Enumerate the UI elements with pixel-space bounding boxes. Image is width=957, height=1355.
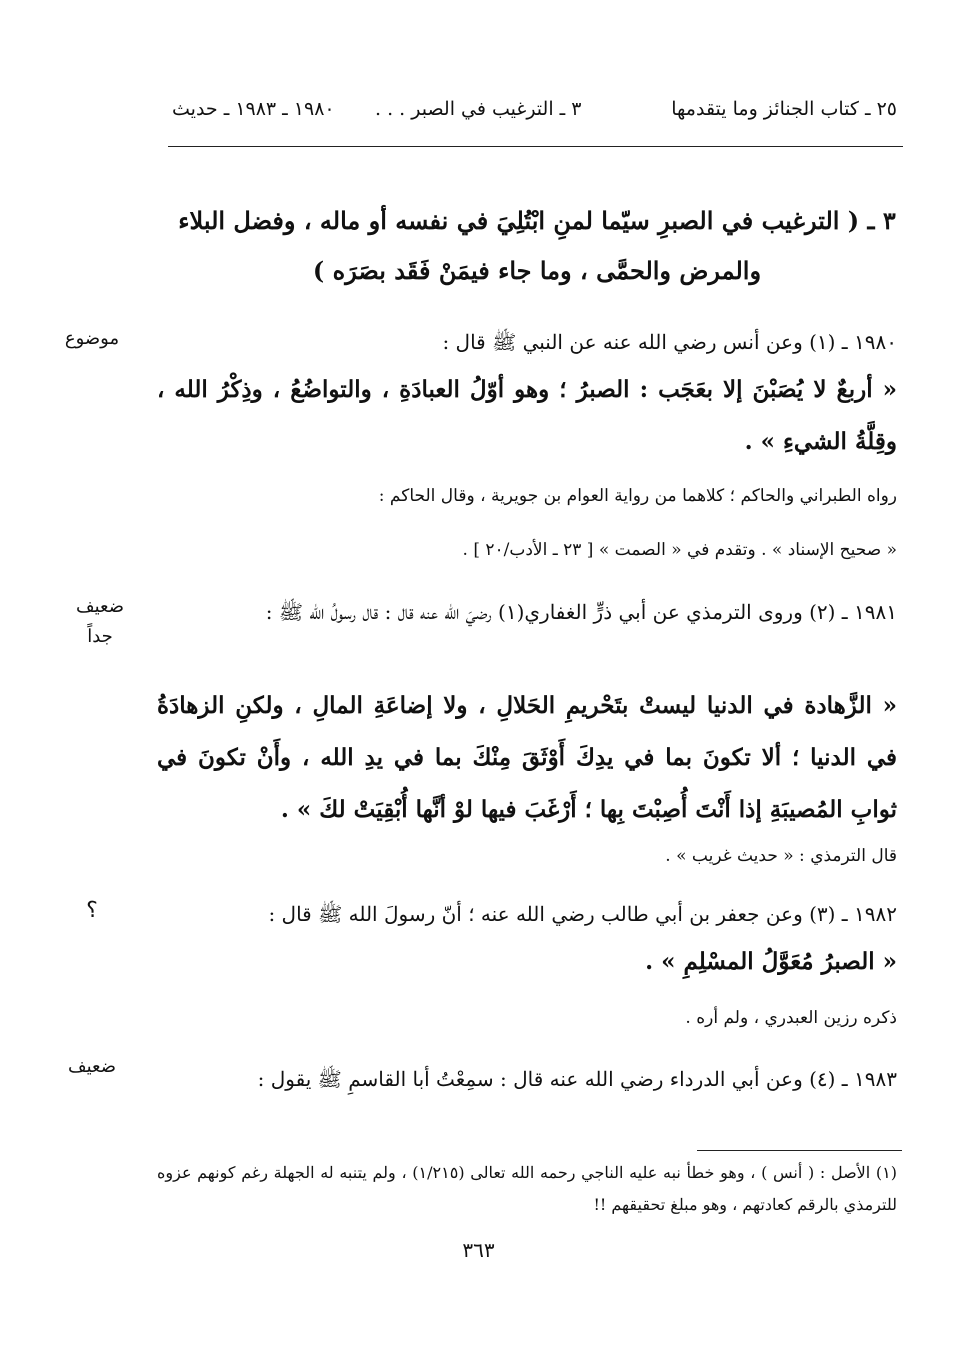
running-head-chapter: ٣ ـ الترغيب في الصبر . . . — [375, 98, 582, 120]
hadith-matn: « الصبرُ مُعَوَّلُ المسْلِمِ » . — [645, 948, 897, 975]
hadith-takhrij: ذكره رزين العبدري ، ولم أره . — [685, 1008, 897, 1028]
hadith-intro: ١٩٨٠ ـ (١) وعن أنس رضي الله عنه عن النبي ﷺ قال : — [442, 330, 897, 354]
hadith-grade: ؟ — [86, 898, 98, 923]
footnote-rule — [697, 1150, 902, 1151]
hadith-grade: ضعيف جداً — [75, 596, 125, 647]
chapter-title: ٣ ـ ( الترغيب في الصبرِ سيّما لمنِ ابْتُلِيَ في نفسه أو ماله ، وفضل البلاء والمرض والحمَّى ، وما جاء فيمَنْ فَقَد بصَرَه ) — [178, 206, 896, 285]
hadith-intro: ١٩٨٣ ـ (٤) وعن أبي الدرداء رضي الله عنه قال : سمِعْتُ أبا القاسمِ ﷺ يقول : — [257, 1067, 897, 1091]
hadith-matn: « الزَّهادة في الدنيا ليستْ بتَحْريمِ الحَلالِ ، ولا إضاعَةِ المالِ ، ولكنِ الزهادَةُ في الدنيا ؛ ألا تكونَ بما في يدِكَ أَوْثَقَ مِنْكَ بما في يدِ الله ، وأَنْ تكونَ في ثوابِ المُصيبَةِ إذا أَنْتَ أُصِبْتَ بِها ؛ أَرْغَبَ فيها لوْ أنَّها أُبْقِيَتْ لكَ » . — [157, 692, 897, 823]
running-head-book: ٢٥ ـ كتاب الجنائز وما يتقدمها — [671, 98, 897, 120]
running-head-range: ١٩٨٠ ـ ١٩٨٣ ـ حديث — [172, 98, 335, 120]
hadith-grade: موضوع — [64, 328, 120, 349]
header-rule — [168, 146, 903, 147]
footnote: (١) الأصل : ( أنس ) ، وهو خطأ نبه عليه الناجي رحمه الله تعالى (١/٢١٥) ، ولم يتنبه له الجهلة رغم كونهم عزوه للترمذي بالرقم كعادتهم ، وهو مبلغ تحقيقهم !! — [157, 1163, 898, 1214]
page-number: ٣٦٣ — [462, 1238, 495, 1262]
hadith-takhrij: رواه الطبراني والحاكم ؛ كلاهما من رواية العوام بن جويرية ، وقال الحاكم : — [378, 486, 897, 506]
hadith-matn: « أربعٌ لا يُصَبْنَ إلا بعَجَب : الصبرُ ؛ وهو أوّلُ العبادَةِ ، والتواضُعُ ، وذِكْرُ الله ، وقِلَّةُ الشيءِ » . — [157, 376, 897, 455]
hadith-takhrij: « صحيح الإسناد » . وتقدم في « الصمت » [ ٢٣ ـ الأدب/٢٠ ] . — [462, 540, 897, 560]
hadith-intro: ١٩٨١ ـ (٢) وروى الترمذي عن أبي ذرٍّ الغفاري(١) رضيَ الله عنه قال : قال رسولُ الله ﷺ : — [265, 600, 897, 624]
hadith-intro: ١٩٨٢ ـ (٣) وعن جعفر بن أبي طالب رضي الله عنه ؛ أنّ رسولَ الله ﷺ قال : — [268, 902, 897, 926]
hadith-takhrij: قال الترمذي : « حديث غريب » . — [665, 846, 897, 866]
hadith-grade: ضعيف — [67, 1056, 117, 1077]
